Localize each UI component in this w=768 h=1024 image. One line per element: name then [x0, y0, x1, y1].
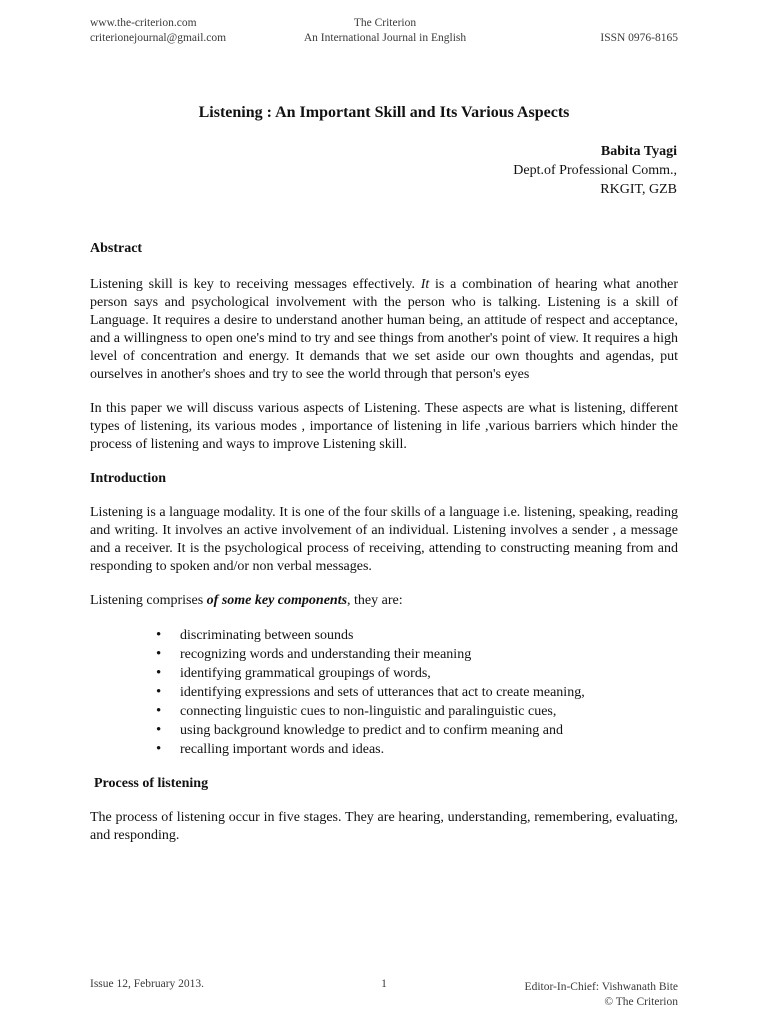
abstract-paragraph-1: Listening skill is key to receiving messages effectively. It is a combination of hearing what another person says and psychological involvement with the person who is talking. Listening is a skill of Language. It requires a desire to understand another human being, an attitude of respect and acceptance, and a willingness to open one's mind to try and see things from another's point of view. It requires a high level of concentration and energy. It demands that we set aside our own thoughts and agendas, put ourselves in another's shoes and try to see the world through that person's eyes — [90, 277, 679, 382]
abstract-heading: Abstract — [90, 241, 143, 256]
list-item: • identifying grammatical groupings of words, — [156, 664, 678, 683]
footer-copyright: © The Criterion — [604, 996, 678, 1008]
components-intro: Listening comprises of some key components, they are: — [90, 593, 403, 608]
abstract-paragraph-2: In this paper we will discuss various aspects of Listening. These aspects are what is listening, different types of listening, its various modes , importance of listening in life ,various barriers which hinder the process of listening and ways to improve Listening skill. — [90, 401, 678, 452]
process-paragraph: The process of listening occur in five stages. They are hearing, understanding, remembering, evaluating, and responding. — [90, 810, 678, 843]
list-item: • identifying expressions and sets of utterances that act to create meaning, — [156, 683, 678, 702]
header-journal-subtitle: An International Journal in English — [303, 32, 467, 44]
paper-body — [90, 240, 678, 845]
author-block — [513, 142, 677, 199]
page-number: 1 — [381, 978, 387, 990]
header-center — [290, 16, 480, 46]
list-item: • connecting linguistic cues to non-linguistic and paralinguistic cues, — [156, 702, 678, 721]
footer-right — [490, 980, 678, 1010]
header-website: www.the-criterion.com — [90, 17, 197, 29]
paper-title: Listening : An Important Skill and Its Various Aspects — [198, 104, 570, 121]
list-item: • recognizing words and understanding their meaning — [156, 645, 678, 664]
introduction-paragraph: Listening is a language modality. It is one of the four skills of a language i.e. listening, speaking, reading and writing. It involves an active involvement of an individual. Listening involves a sender , a message and a receiver. It is the psychological process of receiving, attending to constructing meaning from and responding to spoken and/or non verbal messages. — [90, 505, 678, 574]
components-list — [90, 626, 678, 759]
header-journal: The Criterion — [353, 17, 417, 29]
list-item: • discriminating between sounds — [156, 626, 678, 645]
header-left — [90, 16, 226, 46]
header-issn: ISSN 0976-8165 — [600, 32, 678, 44]
header-email: criterionejournal@gmail.com — [90, 32, 227, 44]
author-dept: Dept.of Professional Comm., — [513, 163, 677, 178]
list-item: • using background knowledge to predict and to confirm meaning and — [156, 721, 678, 740]
author-name: Babita Tyagi — [600, 144, 677, 159]
process-heading: Process of listening — [94, 776, 209, 791]
author-institution: RKGIT, GZB — [600, 182, 677, 197]
introduction-heading: Introduction — [90, 471, 166, 486]
list-item: • recalling important words and ideas. — [156, 740, 678, 759]
footer-issue: Issue 12, February 2013. — [90, 978, 205, 990]
footer-editor: Editor-In-Chief: Vishwanath Bite — [524, 981, 678, 993]
